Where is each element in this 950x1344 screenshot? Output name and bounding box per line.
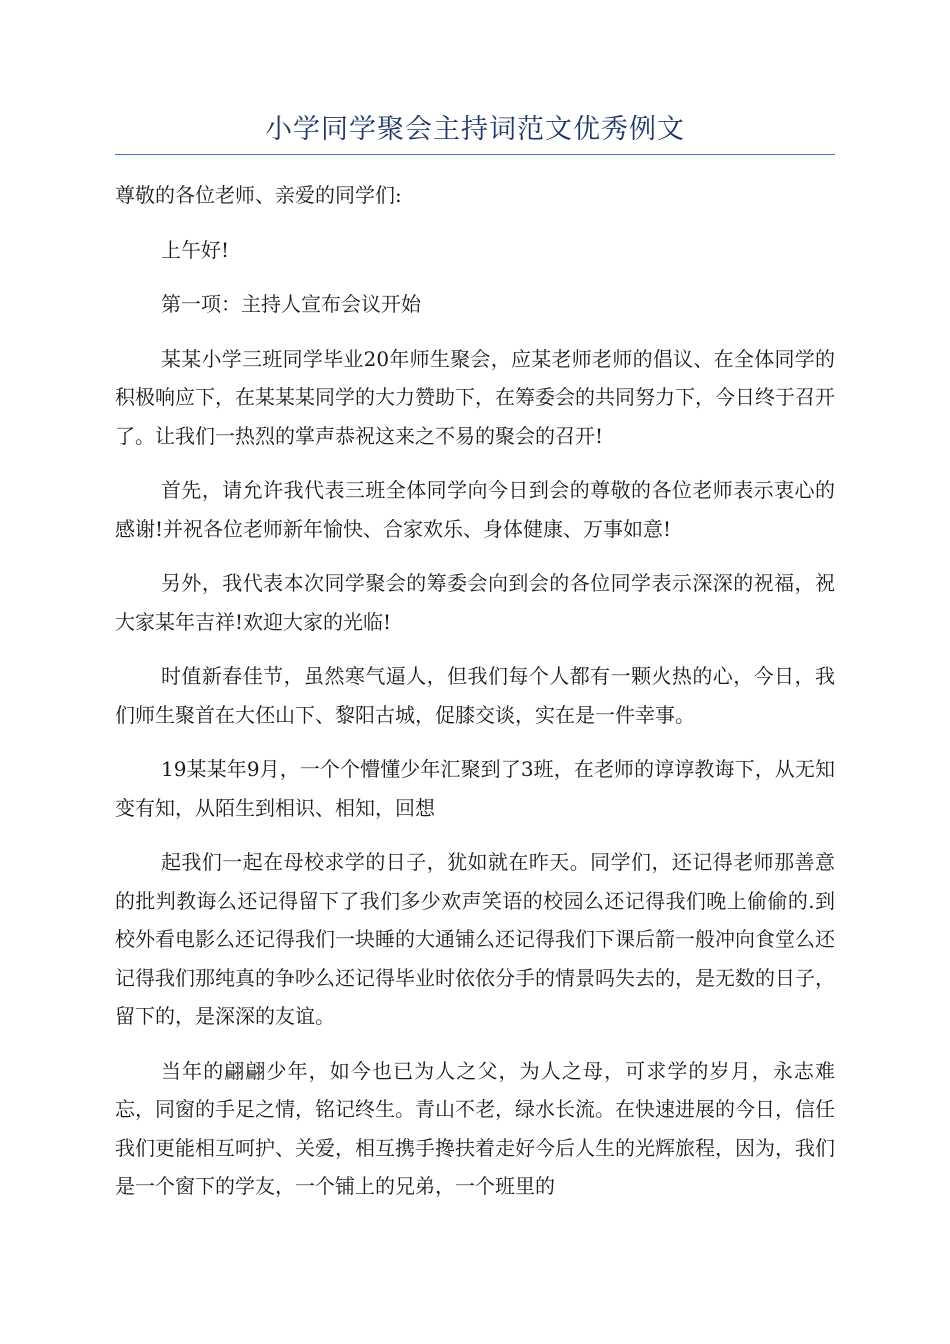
title-underline [115,154,835,155]
thanks-paragraph: 首先，请允许我代表三班全体同学向今日到会的尊敬的各位老师表示衷心的感谢!并祝各位老师新年愉快、合家欢乐、身体健康、万事如意! [115,478,835,541]
friendship-paragraph: 当年的翩翩少年，如今也已为人之父，为人之母，可求学的岁月，永志难忘，同窗的手足之情，铭记终生。青山不老，绿水长流。在快速进展的今日，信任我们更能相互呵护、关爱，相互携手搀扶着走好今后人生的光辉旅程，因为，我们是一个窗下的学友，一个铺上的兄弟，一个班里的 [115,1058,835,1198]
occasion-paragraph: 时值新春佳节，虽然寒气逼人，但我们每个人都有一颗火热的心，今日，我们师生聚首在大伾山下、黎阳古城，促膝交谈，实在是一件幸事。 [115,664,835,727]
blessing-paragraph: 另外，我代表本次同学聚会的筹委会向到会的各位同学表示深深的祝福，祝大家某年吉祥!欢迎大家的光临! [115,571,835,634]
salutation-paragraph: 上午好! [161,237,230,262]
history-paragraph: 19某某年9月，一个个懵懂少年汇聚到了3班，在老师的谆谆教诲下，从无知变有知，从陌生到相识、相知，回想 [115,757,835,820]
memories-paragraph: 起我们一起在母校求学的日子，犹如就在昨天。同学们，还记得老师那善意的批判教诲么还记得留下了我们多少欢声笑语的校园么还记得我们晚上偷偷的.到校外看电影么还记得我们一块睡的大通铺么还记得我们下课后箭一般冲向食堂么还记得我们那纯真的争吵么还记得毕业时依依分手的情景吗失去的，是无数的日子，留下的，是深深的友谊。 [115,850,835,1028]
agenda-item-paragraph: 第一项：主持人宣布会议开始 [161,292,421,316]
document-body [115,176,835,1222]
document-title: 小学同学聚会主持词范文优秀例文 [265,114,685,145]
greeting-paragraph: 尊敬的各位老师、亲爱的同学们: [115,183,402,207]
opening-paragraph: 某某小学三班同学毕业20年师生聚会，应某老师老师的倡议、在全体同学的积极响应下，在某某某同学的大力赞助下，在筹委会的共同努力下，今日终于召开了。让我们一热烈的掌声恭祝这来之不易的聚会的召开! [115,346,835,448]
